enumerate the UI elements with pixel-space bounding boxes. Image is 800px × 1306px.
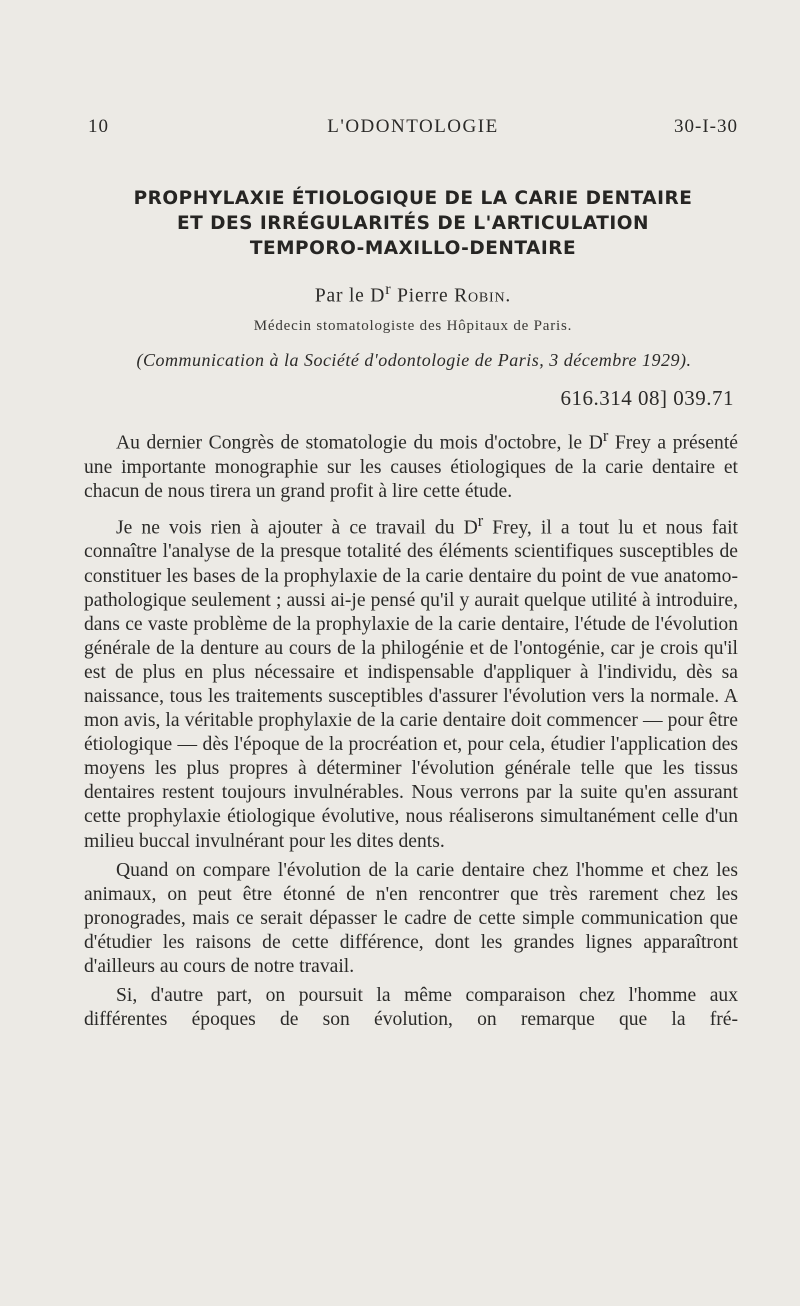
issue-date: 30-I-30	[674, 116, 738, 137]
author-first-name: Pierre	[397, 285, 449, 307]
article-title-line-2: ET DES IRRÉGULARITÉS DE L'ARTICULATION	[176, 213, 650, 234]
byline-prefix: Par le D	[314, 285, 386, 307]
page-number: 10	[88, 116, 109, 137]
paragraph-2	[84, 509, 738, 854]
article-body	[84, 424, 738, 1037]
article-title	[86, 186, 740, 261]
byline-sup: r	[385, 280, 392, 298]
paragraph-1-text-b: Frey a présenté une importante monographie sur les causes étiologiques de la carie dentaire et chacun de nous tirera un grand profit à lire cette étude.	[84, 432, 738, 502]
communication-note: (Communication à la Société d'odontologie de Paris, 3 décembre 1929).	[136, 350, 692, 370]
author-affiliation: Médecin stomatologiste des Hôpitaux de Paris.	[253, 318, 573, 334]
paragraph-1-sup: r	[602, 426, 609, 445]
paragraph-2-text-b: Frey, il a tout lu et nous fait connaître l'analyse de la presque totalité des éléments scientifiques susceptibles de constituer les bases de la prophylaxie de la carie dentaire du point de vue anatomo-pathologique seulement ; aussi ai-je pensé qu'il y aurait quelque utilité à introduire, dans ce vaste problème de la prophylaxie de la carie dentaire, l'étude de l'évolution générale de la denture au cours de la philogénie et de l'ontogénie, car je crois qu'il est de plus en plus nécessaire et indispensable d'appliquer à l'individu, dès sa naissance, tous les traitements susceptibles d'assurer l'évolution vers la normale. A mon avis, la véritable prophylaxie de la carie dentaire doit commencer — pour être étiologique — dès l'époque de la procréation et, pour cela, étudier l'application des moyens les plus propres à déterminer l'évolution générale telle que les tissus dentaires restent toujours invulnérables. Nous verrons par la suite qu'en assurant cette prophylaxie étiologique évolutive, nous réaliserons simultanément celle d'un milieu buccal invulnérant pour les dites dents.	[84, 517, 738, 852]
paragraph-1-text-a: Au dernier Congrès de stomatologie du mois d'octobre, le D	[116, 432, 603, 454]
article-title-line-1: PROPHYLAXIE ÉTIOLOGIQUE DE LA CARIE DENTAIRE	[133, 188, 693, 209]
classification-code: 616.314 08] 039.71	[560, 386, 734, 410]
paragraph-3	[84, 859, 738, 979]
paragraph-2-text-a: Je ne vois rien à ajouter à ce travail du D	[116, 517, 478, 539]
running-head	[88, 116, 738, 140]
byline	[86, 280, 740, 308]
paragraph-2-sup: r	[477, 510, 484, 530]
paragraph-3-text: Quand on compare l'évolution de la carie dentaire chez l'homme et chez les animaux, on peut être étonné de n'en rencontrer que très rarement chez les pronogrades, mais ce serait dépasser le cadre de cette simple communication que d'étudier les raisons de cette différence, dont les grandes lignes apparaîtront d'ailleurs au cours de notre travail.	[84, 859, 738, 978]
journal-title: L'ODONTOLOGIE	[327, 116, 499, 137]
paragraph-4	[84, 984, 738, 1032]
byline-end: .	[505, 285, 512, 307]
article-title-line-3: TEMPORO-MAXILLO-DENTAIRE	[249, 238, 577, 259]
paragraph-1	[84, 424, 738, 504]
paragraph-4-text: Si, d'autre part, on poursuit la même comparaison chez l'homme aux différentes époques de son évolution, on remarque que la fré-	[84, 985, 738, 1031]
author-last-name: Robin	[454, 285, 506, 307]
